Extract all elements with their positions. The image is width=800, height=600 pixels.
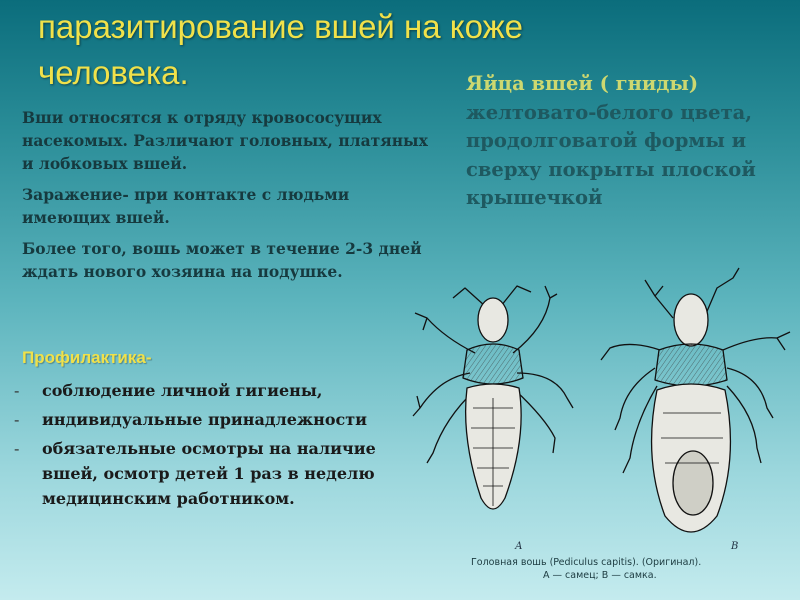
nits-heading: Яйца вшей ( гниды) — [466, 72, 699, 95]
paragraph-infection: Заражение- при контакте с людьми имеющих вшей. — [22, 185, 350, 227]
list-dash: - — [14, 410, 20, 429]
left-text-block — [22, 106, 440, 291]
nits-description: желтовато-белого цвета, продолговатой формы и сверху покрыты плоской крышечкой — [466, 100, 756, 209]
list-dash: - — [14, 381, 20, 400]
louse-male-drawing — [413, 286, 573, 509]
right-text-block — [466, 70, 776, 213]
list-dash: - — [14, 439, 20, 458]
slide-title-line1: паразитирование вшей на коже — [38, 8, 523, 45]
prevention-item — [14, 436, 404, 511]
prevention-item-text: соблюдение личной гигиены, — [42, 381, 323, 400]
lice-illustration — [405, 258, 800, 568]
figure-caption — [471, 556, 771, 582]
paragraph-survival: Более того, вошь может в течение 2-3 дней ждать нового хозяина на подушке. — [22, 239, 422, 281]
paragraph-classification: Вши относятся к отряду кровососущих насекомых. Различают головных, платяных и лобковых вшей. — [22, 108, 428, 173]
louse-female-drawing — [601, 268, 790, 532]
prevention-item — [14, 407, 404, 432]
figure-label-b: В — [731, 541, 739, 552]
prevention-heading: Профилактика- — [22, 348, 152, 367]
caption-line1: Головная вошь (Pediculus capitis). (Оригинал). — [471, 557, 702, 568]
caption-line2: А — самец; В — самка. — [543, 570, 657, 581]
prevention-item-text: индивидуальные принадлежности — [42, 410, 368, 429]
slide-title-line2: человека. — [38, 54, 189, 91]
figure-label-a: А — [515, 541, 523, 552]
prevention-item-text: обязательные осмотры на наличие вшей, осмотр детей 1 раз в неделю медицинским работником. — [42, 439, 376, 508]
prevention-item — [14, 378, 404, 403]
prevention-list — [14, 378, 404, 515]
